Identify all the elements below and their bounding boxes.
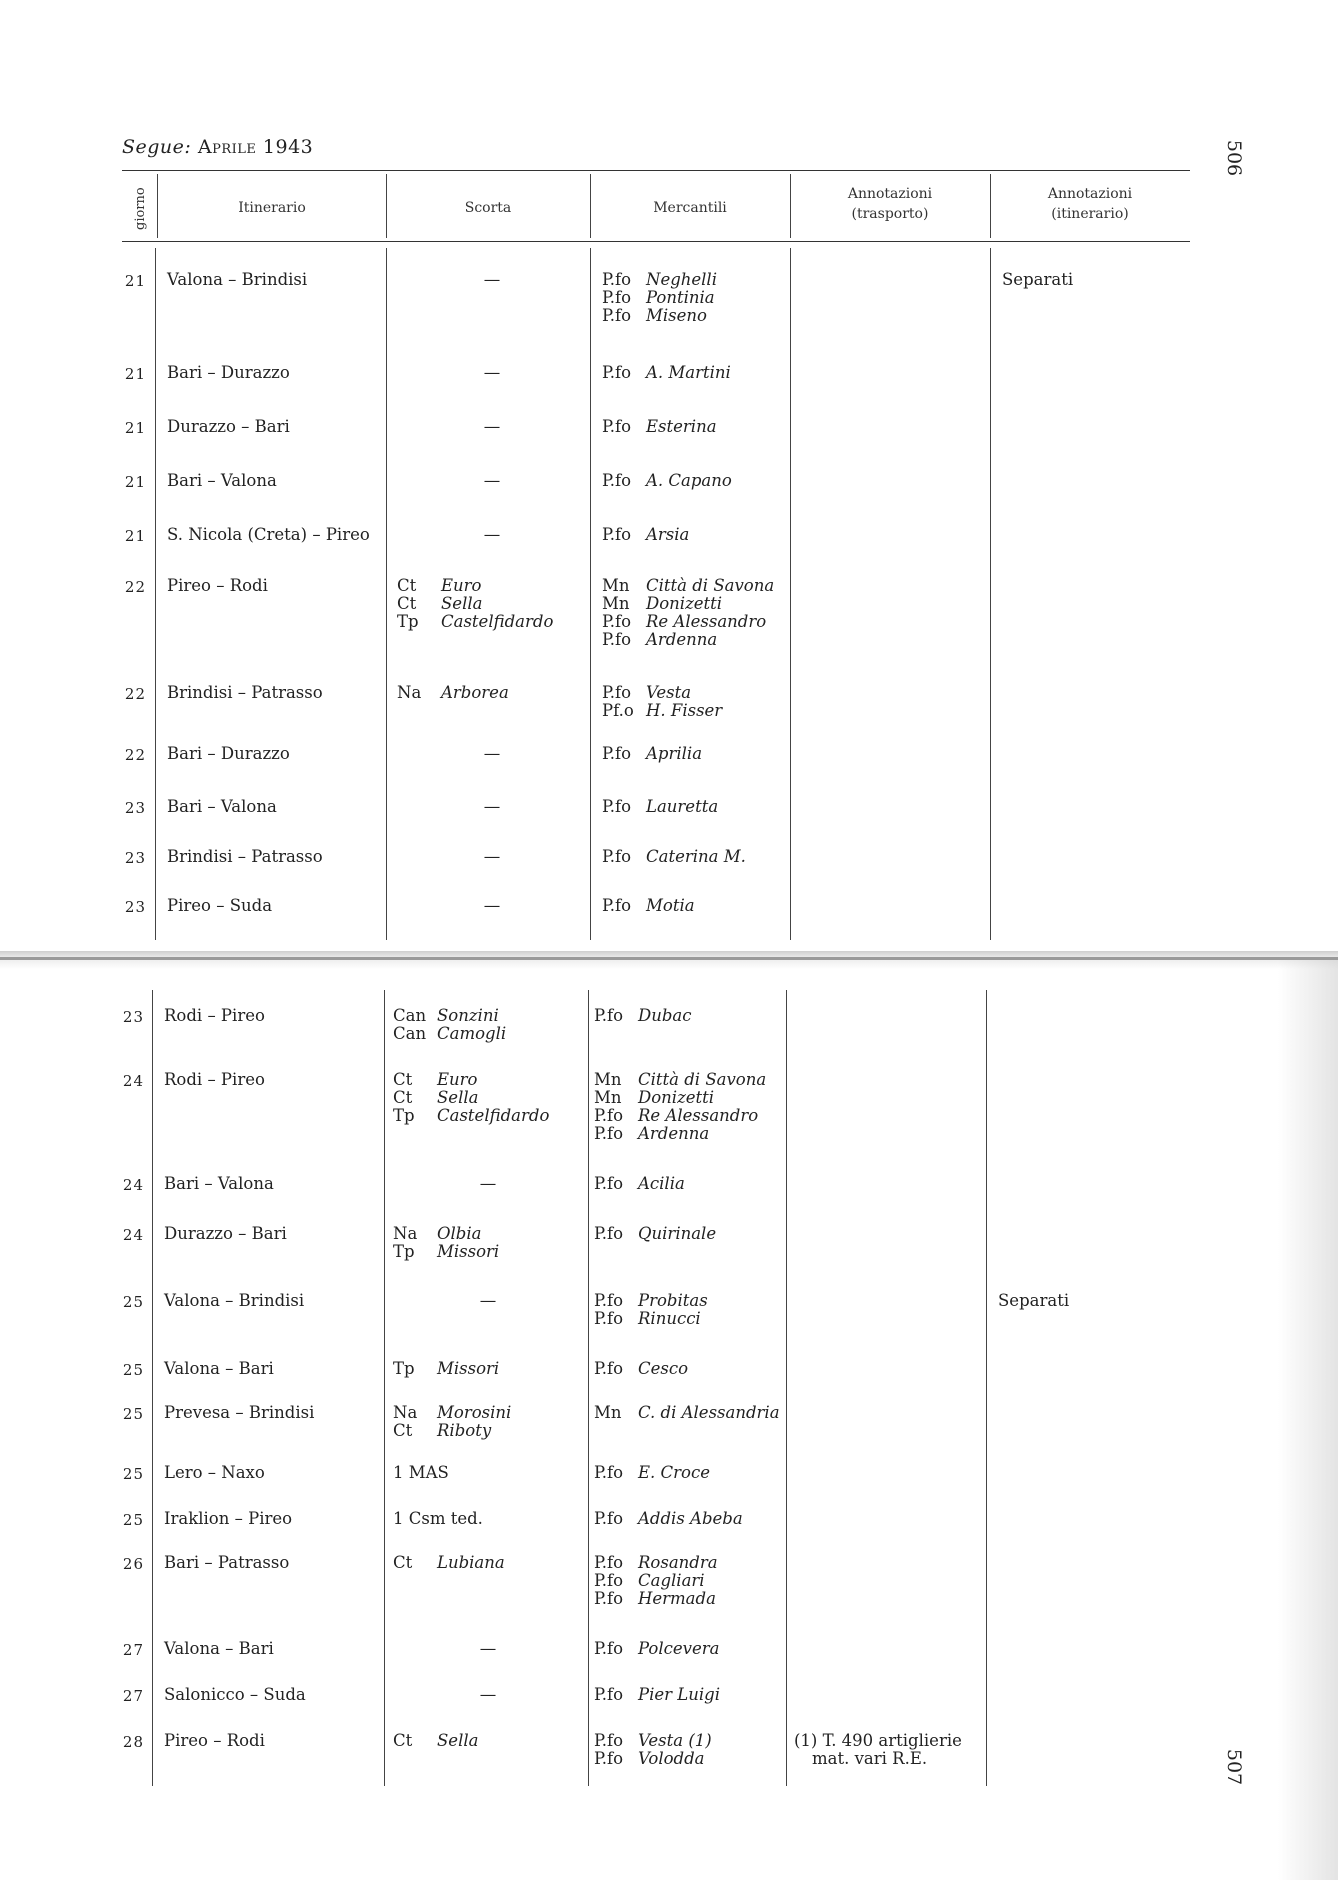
vessel-name: Quirinale [638,1224,717,1243]
row-day: 22 [124,746,146,764]
vessel-name: Motia [646,896,695,915]
vessel-name: Castelfidardo [437,1106,550,1125]
row-mercantili-line [594,1175,685,1193]
vessel-name: Ardenna [638,1124,710,1143]
vessel-name: Sella [437,1088,479,1107]
row-mercantili [602,897,695,915]
vessel-type: P.fo [602,525,632,544]
row-mercantili-line [602,577,774,595]
row-mercantili-line [594,1464,710,1482]
row-scorta-line [393,1007,506,1025]
col-line [386,248,387,940]
row-mercantili-line [602,526,689,544]
col-header-annot-itinerario [990,184,1190,224]
scan-edge-shadow [1278,960,1338,1880]
vessel-type: P.fo [594,1106,624,1125]
vessel-name: Re Alessandro [638,1106,759,1125]
row-itinerario: Valona – Bari [164,1639,274,1658]
annot-trasporto-line2: (trasporto) [851,206,929,222]
vessel-name: Pier Luigi [638,1685,720,1704]
row-mercantili-line [594,1310,708,1328]
vessel-name: Città di Savona [638,1070,767,1089]
col-line [790,174,791,238]
row-scorta-dash: — [479,1685,497,1704]
row-mercantili [594,1292,708,1328]
annot-trasporto-line1: Annotazioni [847,186,933,202]
col-line [588,990,589,1786]
vessel-name: Sonzini [437,1006,499,1025]
vessel-type: Ct [393,1731,413,1750]
vessel-name: Rosandra [638,1553,718,1572]
vessel-type: P.fo [594,1124,624,1143]
row-day: 21 [124,473,146,491]
row-mercantili [594,1404,780,1422]
row-mercantili [594,1071,766,1143]
row-day: 22 [124,578,146,596]
vessel-name: Donizetti [646,594,723,613]
vessel-type: P.fo [594,1589,624,1608]
row-itinerario: Rodi – Pireo [164,1006,265,1025]
row-itinerario: Valona – Bari [164,1359,274,1378]
row-mercantili-line [594,1572,718,1590]
vessel-type: P.fo [602,612,632,631]
page-number-bottom: 507 [1223,1748,1245,1786]
row-mercantili [594,1464,710,1482]
row-mercantili-line [602,613,774,631]
row-mercantili [602,271,717,325]
vessel-name: Esterina [646,417,717,436]
vessel-type: Na [393,1403,418,1422]
vessel-type: P.fo [594,1224,624,1243]
vessel-type: P.fo [594,1174,624,1193]
row-annot-itinerario: Separati [998,1291,1070,1310]
vessel-name: Pontinia [646,288,715,307]
row-itinerario: Durazzo – Bari [164,1224,287,1243]
running-head [122,136,313,158]
row-day: 24 [122,1072,144,1090]
vessel-type: Mn [602,594,630,613]
col-line [590,248,591,940]
row-mercantili [602,848,746,866]
row-day: 23 [124,799,146,817]
row-mercantili [594,1732,712,1768]
row-day: 25 [122,1293,144,1311]
vessel-name: Lauretta [646,797,719,816]
row-mercantili-line [594,1225,716,1243]
row-itinerario: Rodi – Pireo [164,1070,265,1089]
row-scorta-dash: — [483,797,501,816]
row-mercantili [594,1225,716,1243]
row-itinerario: Bari – Valona [167,471,277,490]
row-mercantili-line [602,798,718,816]
row-scorta-dash: — [483,847,501,866]
col-line [790,248,791,940]
row-scorta [393,1732,478,1750]
vessel-name: Miseno [646,306,707,325]
row-scorta-line [393,1732,478,1750]
row-day: 25 [122,1405,144,1423]
col-line [386,174,387,238]
row-day: 21 [124,365,146,383]
vessel-type: P.fo [602,847,632,866]
row-scorta [393,1554,505,1572]
vessel-name: Missori [437,1359,500,1378]
vessel-name: Acilia [638,1174,685,1193]
vessel-name: E. Croce [638,1463,710,1482]
row-mercantili-line [602,364,731,382]
col-line [786,990,787,1786]
row-scorta-dash: — [479,1639,497,1658]
header-bottom-rule [122,241,1190,242]
row-itinerario: Bari – Patrasso [164,1553,290,1572]
row-mercantili-line [594,1071,766,1089]
row-mercantili [602,798,718,816]
vessel-type: P.fo [602,896,632,915]
vessel-name: Hermada [638,1589,716,1608]
vessel-type: Tp [397,612,419,631]
row-day: 26 [122,1555,144,1573]
vessel-name: H. Fisser [646,701,723,720]
vessel-type: Tp [393,1106,415,1125]
vessel-name: Aprilia [646,744,703,763]
row-scorta-line [397,684,509,702]
vessel-name: Morosini [437,1403,512,1422]
vessel-name: Polcevera [638,1639,720,1658]
row-scorta-line [397,595,553,613]
row-scorta [393,1404,511,1440]
vessel-name: Olbia [437,1224,482,1243]
vessel-type: P.fo [594,1006,624,1025]
row-day: 23 [124,849,146,867]
row-mercantili-line [594,1107,766,1125]
row-day: 21 [124,527,146,545]
vessel-type: Mn [594,1403,622,1422]
row-scorta-line [393,1107,549,1125]
vessel-type: P.fo [594,1291,624,1310]
row-mercantili [594,1510,743,1528]
row-mercantili-line [602,897,695,915]
vessel-name: Donizetti [638,1088,715,1107]
row-scorta-line [393,1422,511,1440]
vessel-type: P.fo [594,1463,624,1482]
row-day: 25 [122,1511,144,1529]
vessel-type: P.fo [602,288,632,307]
row-day: 27 [122,1641,144,1659]
row-scorta-dash: — [483,744,501,763]
row-scorta-dash: — [483,525,501,544]
vessel-type: Na [397,683,422,702]
vessel-name: Camogli [437,1024,507,1043]
row-scorta-line [393,1360,499,1378]
row-annot-trasporto: (1) T. 490 artiglierie [794,1731,962,1750]
row-scorta [393,1007,506,1043]
vessel-type: Ct [393,1088,413,1107]
row-day: 21 [124,272,146,290]
row-mercantili-line [602,595,774,613]
row-mercantili-line [602,472,732,490]
vessel-type: P.fo [602,630,632,649]
row-day: 24 [122,1176,144,1194]
row-scorta-dash: — [483,417,501,436]
row-itinerario: Lero – Naxo [164,1463,265,1482]
row-mercantili [602,745,702,763]
row-scorta-dash: — [483,896,501,915]
row-itinerario: Salonicco – Suda [164,1685,306,1704]
row-day: 23 [122,1008,144,1026]
row-mercantili-line [602,271,717,289]
row-itinerario: Iraklion – Pireo [164,1509,293,1528]
vessel-type: P.fo [602,306,632,325]
row-itinerario: Bari – Valona [164,1174,274,1193]
vessel-type: P.fo [594,1309,624,1328]
vessel-type: Tp [393,1242,415,1261]
vessel-name: Euro [437,1070,478,1089]
row-scorta [393,1360,499,1378]
vessel-name: Sella [441,594,483,613]
row-scorta-line [393,1025,506,1043]
vessel-type: P.fo [594,1553,624,1572]
row-mercantili [594,1686,720,1704]
vessel-type: Mn [594,1070,622,1089]
segue-label: Segue: [122,136,192,158]
row-itinerario: Pireo – Rodi [167,576,268,595]
vessel-name: Lubiana [437,1553,505,1572]
vessel-name: Vesta [646,683,692,702]
col-header-annot-trasporto [790,184,990,224]
vessel-name: Città di Savona [646,576,775,595]
row-mercantili-line [594,1554,718,1572]
col-header-itinerario: Itinerario [238,200,306,216]
row-mercantili-line [594,1292,708,1310]
vessel-name: Castelfidardo [441,612,554,631]
page-number-top: 506 [1223,139,1245,177]
row-mercantili-line [594,1732,712,1750]
row-mercantili-line [602,745,702,763]
annot-itinerario-line1: Annotazioni [1047,186,1133,202]
vessel-name: Re Alessandro [646,612,767,631]
vessel-type: Can [393,1024,427,1043]
month-label: Aprile 1943 [197,136,314,158]
scan-fold-line [0,957,1338,960]
row-scorta-line [393,1225,499,1243]
vessel-type: P.fo [602,797,632,816]
row-scorta-line [393,1089,549,1107]
vessel-type: P.fo [594,1359,624,1378]
row-mercantili [602,577,774,649]
vessel-type: P.fo [594,1731,624,1750]
row-scorta-dash: — [479,1291,497,1310]
row-mercantili-line [594,1750,712,1768]
vessel-name: Caterina M. [646,847,746,866]
vessel-name: C. di Alessandria [638,1403,780,1422]
row-day: 21 [124,419,146,437]
vessel-type: Ct [393,1421,413,1440]
col-header-scorta: Scorta [464,200,512,216]
row-mercantili-line [594,1404,780,1422]
row-scorta: 1 Csm ted. [393,1509,483,1528]
vessel-name: Vesta (1) [638,1731,712,1750]
row-day: 23 [124,898,146,916]
row-scorta-dash: — [483,471,501,490]
vessel-name: Cesco [638,1359,689,1378]
row-itinerario: Durazzo – Bari [167,417,290,436]
row-mercantili-line [594,1360,688,1378]
row-itinerario: Bari – Durazzo [167,363,290,382]
row-mercantili-line [594,1510,743,1528]
vessel-type: P.fo [594,1749,624,1768]
row-scorta-line [393,1243,499,1261]
vessel-type: Mn [594,1088,622,1107]
row-day: 24 [122,1226,144,1244]
row-mercantili-line [594,1686,720,1704]
row-itinerario: Valona – Brindisi [167,270,308,289]
row-mercantili-line [594,1007,692,1025]
col-line [155,248,156,940]
row-itinerario: Brindisi – Patrasso [167,683,323,702]
col-header-giorno: giorno [133,187,148,230]
vessel-name: Cagliari [638,1571,705,1590]
row-mercantili [594,1175,685,1193]
row-annot-itinerario: Separati [1002,270,1074,289]
annot-itinerario-line2: (itinerario) [1051,206,1129,222]
col-line [384,990,385,1786]
row-mercantili [602,364,731,382]
vessel-name: Arborea [441,683,509,702]
row-scorta-line [393,1404,511,1422]
vessel-type: Ct [397,594,417,613]
row-mercantili [594,1007,692,1025]
vessel-type: P.fo [594,1685,624,1704]
vessel-type: P.fo [602,417,632,436]
row-mercantili [594,1640,719,1658]
row-day: 25 [122,1465,144,1483]
vessel-type: P.fo [594,1571,624,1590]
col-line [990,174,991,238]
vessel-type: P.fo [602,270,632,289]
vessel-type: Ct [397,576,417,595]
vessel-name: Sella [437,1731,479,1750]
row-mercantili-line [602,289,717,307]
row-mercantili [602,418,717,436]
vessel-type: P.fo [602,363,632,382]
row-mercantili [602,526,689,544]
vessel-type: Pf.o [602,701,634,720]
row-scorta-line [397,577,553,595]
row-scorta [393,1225,499,1261]
row-scorta-line [393,1071,549,1089]
vessel-name: Euro [441,576,482,595]
vessel-name: Addis Abeba [638,1509,743,1528]
row-scorta [393,1071,549,1125]
vessel-type: P.fo [594,1639,624,1658]
row-scorta-dash: — [479,1174,497,1193]
col-line [990,248,991,940]
vessel-name: Probitas [638,1291,708,1310]
row-mercantili-line [594,1640,719,1658]
row-mercantili-line [602,418,717,436]
row-mercantili [602,684,722,720]
vessel-name: Rinucci [638,1309,701,1328]
col-line [157,174,158,238]
row-mercantili [594,1554,718,1608]
row-scorta-dash: — [483,363,501,382]
vessel-name: A. Capano [646,471,732,490]
row-mercantili-line [602,307,717,325]
row-itinerario: Pireo – Suda [167,896,273,915]
row-scorta-line [393,1554,505,1572]
vessel-type: Ct [393,1070,413,1089]
vessel-name: Riboty [437,1421,492,1440]
vessel-name: Ardenna [646,630,718,649]
vessel-type: Mn [602,576,630,595]
row-itinerario: Brindisi – Patrasso [167,847,323,866]
row-mercantili-line [594,1089,766,1107]
row-annot-trasporto: mat. vari R.E. [812,1749,928,1768]
vessel-type: P.fo [594,1509,624,1528]
row-itinerario: Bari – Durazzo [167,744,290,763]
vessel-type: Can [393,1006,427,1025]
col-header-mercantili: Mercantili [653,200,727,216]
vessel-name: Neghelli [646,270,717,289]
col-line [590,174,591,238]
vessel-name: A. Martini [646,363,731,382]
row-scorta-dash: — [483,270,501,289]
row-mercantili-line [602,684,722,702]
row-day: 25 [122,1361,144,1379]
row-mercantili-line [602,631,774,649]
row-scorta: 1 MAS [393,1463,449,1482]
row-day: 22 [124,685,146,703]
row-itinerario: S. Nicola (Creta) – Pireo [167,525,370,544]
vessel-type: P.fo [602,683,632,702]
row-day: 27 [122,1687,144,1705]
vessel-type: P.fo [602,471,632,490]
col-line [152,990,153,1786]
row-scorta [397,684,509,702]
row-mercantili-line [602,848,746,866]
row-mercantili-line [594,1590,718,1608]
vessel-name: Arsia [646,525,690,544]
vessel-name: Dubac [638,1006,692,1025]
vessel-type: P.fo [602,744,632,763]
vessel-type: Na [393,1224,418,1243]
header-top-rule [122,170,1190,171]
vessel-name: Volodda [638,1749,705,1768]
vessel-type: Ct [393,1553,413,1572]
row-itinerario: Pireo – Rodi [164,1731,265,1750]
row-itinerario: Prevesa – Brindisi [164,1403,315,1422]
row-day: 28 [122,1733,144,1751]
row-mercantili-line [594,1125,766,1143]
row-scorta [397,577,553,631]
row-itinerario: Valona – Brindisi [164,1291,305,1310]
row-scorta-line [397,613,553,631]
row-itinerario: Bari – Valona [167,797,277,816]
row-mercantili [594,1360,688,1378]
vessel-type: Tp [393,1359,415,1378]
vessel-name: Missori [437,1242,500,1261]
col-line [986,990,987,1786]
row-mercantili-line [602,702,722,720]
row-mercantili [602,472,732,490]
